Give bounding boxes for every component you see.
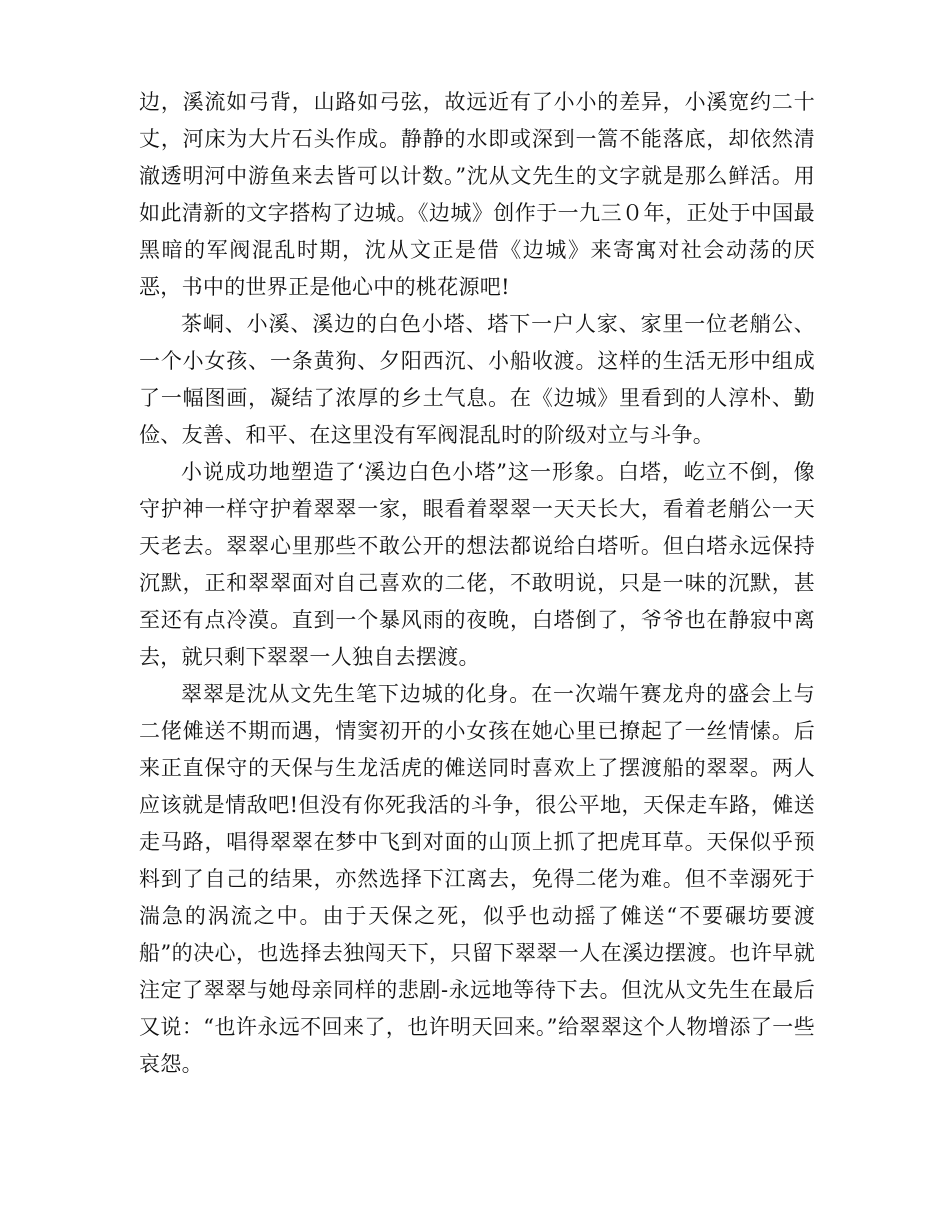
- paragraph-1: 边，溪流如弓背，山路如弓弦，故远近有了小小的差异，小溪宽约二十丈，河床为大片石头作成。静静的水即或深到一篙不能落底，却依然清澈透明河中游鱼来去皆可以计数。”沈从文先生的文字就是那么鲜活。用如此清新的文字搭构了边城。《边城》创作于一九三０年，正处于中国最黑暗的军阀混乱时期，沈从文正是借《边城》来寄寓对社会动荡的厌恶，书中的世界正是他心中的桃花源吧!: [139, 90, 815, 299]
- paragraph-3: 小说成功地塑造了‘溪边白色小塔”这一形象。白塔，屹立不倒，像守护神一样守护着翠翠一家，眼看着翠翠一天天长大，看着老艄公一天天老去。翠翠心里那些不敢公开的想法都说给白塔听。但白塔永远保持沉默，正和翠翠面对自己喜欢的二佬，不敢明说，只是一味的沉默，甚至还有点冷漠。直到一个暴风雨的夜晚，白塔倒了，爷爷也在静寂中离去，就只剩下翠翠一人独自去摆渡。: [139, 460, 815, 669]
- paragraph-2: 茶峒、小溪、溪边的白色小塔、塔下一户人家、家里一位老艄公、一个小女孩、一条黄狗、夕阳西沉、小船收渡。这样的生活无形中组成了一幅图画，凝结了浓厚的乡土气息。在《边城》里看到的人淳朴、勤俭、友善、和平、在这里没有军阀混乱时的阶级对立与斗争。: [139, 312, 815, 447]
- paragraph-4: 翠翠是沈从文先生笔下边城的化身。在一次端午赛龙舟的盛会上与二佬傩送不期而遇，情窦初开的小女孩在她心里已撩起了一丝情愫。后来正直保守的天保与生龙活虎的傩送同时喜欢上了摆渡船的翠翠。两人应该就是情敌吧!但没有你死我活的斗争，很公平地，天保走车路，傩送走马路，唱得翠翠在梦中飞到对面的山顶上抓了把虎耳草。天保似乎预料到了自己的结果，亦然选择下江离去，免得二佬为难。但不幸溺死于湍急的涡流之中。由于天保之死，似乎也动摇了傩送“不要碾坊要渡船”的决心，也选择去独闯天下，只留下翠翠一人在溪边摆渡。也许早就注定了翠翠与她母亲同样的悲剧-永远地等待下去。但沈从文先生在最后又说：“也许永远不回来了，也许明天回来。”给翠翠这个人物增添了一些哀怨。: [139, 682, 815, 1076]
- document-body: [139, 84, 815, 1083]
